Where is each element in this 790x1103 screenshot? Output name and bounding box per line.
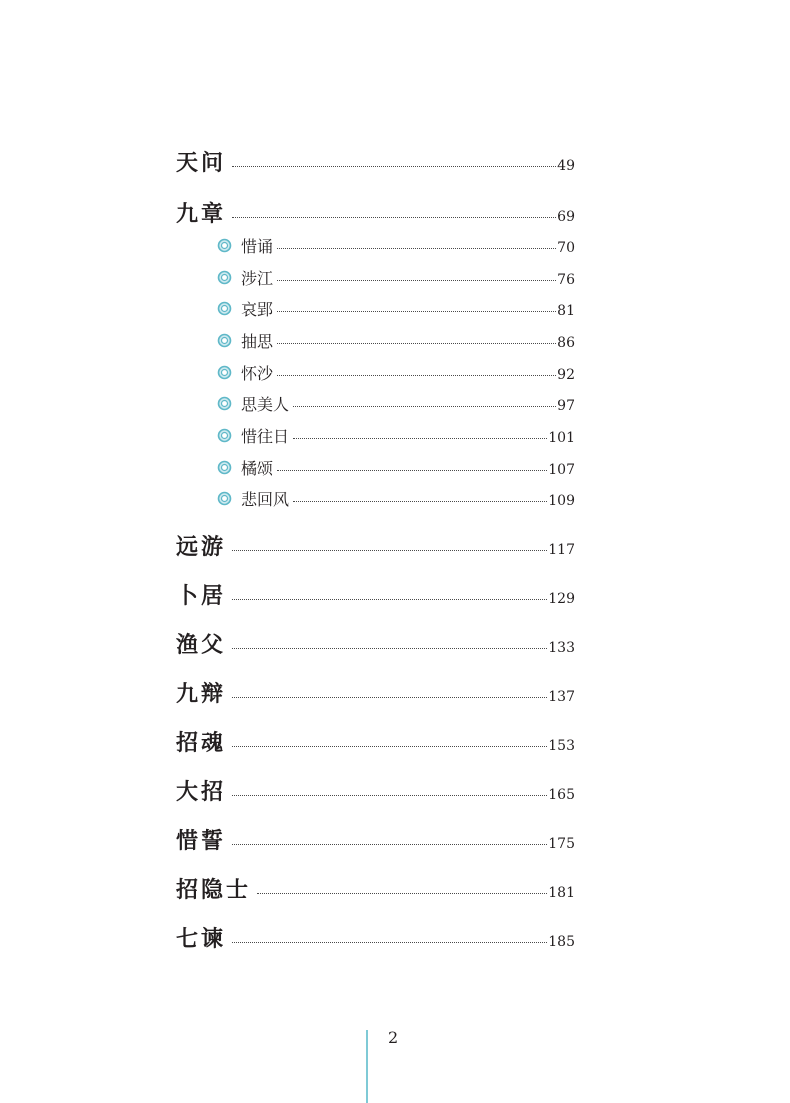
dot-leader <box>232 166 556 167</box>
toc-entry-jiuzhang[interactable] <box>176 197 575 228</box>
toc-entry-page: 175 <box>548 836 575 852</box>
toc-subentry[interactable] <box>217 297 575 320</box>
toc-entry-title: 远游 <box>176 535 227 560</box>
toc-entry-page: 137 <box>548 689 575 705</box>
toc-subentry-page: 109 <box>548 493 575 509</box>
dot-leader <box>232 697 547 698</box>
toc-entry-page: 181 <box>548 885 575 901</box>
toc-subentry-title: 橘颂 <box>241 459 274 478</box>
dot-leader <box>232 795 547 796</box>
toc-subentry-title: 抽思 <box>241 332 274 351</box>
toc-entry-page: 49 <box>557 158 575 174</box>
accent-rule <box>366 1030 368 1103</box>
toc-entry[interactable] <box>176 628 575 659</box>
toc-subentry[interactable] <box>217 487 575 510</box>
toc-entry[interactable] <box>176 677 575 708</box>
toc-entry[interactable] <box>176 530 575 561</box>
ring-bullet-icon <box>217 301 232 316</box>
toc-subentry[interactable] <box>217 266 575 289</box>
dot-leader <box>232 217 556 218</box>
dot-leader <box>293 406 556 407</box>
ring-bullet-icon <box>217 238 232 253</box>
ring-bullet-icon <box>217 270 232 285</box>
toc-entry[interactable] <box>176 726 575 757</box>
toc-subentry[interactable] <box>217 329 575 352</box>
toc-entry[interactable] <box>176 824 575 855</box>
toc-subentry[interactable] <box>217 424 575 447</box>
dot-leader <box>277 280 556 281</box>
toc-subentry-title: 悲回风 <box>241 490 290 509</box>
ring-bullet-icon <box>217 460 232 475</box>
toc-entry-title: 天问 <box>176 151 227 176</box>
toc-entry-title: 渔父 <box>176 633 227 658</box>
toc-subentry-page: 81 <box>557 303 575 319</box>
toc-subentry-page: 76 <box>557 272 575 288</box>
toc-entry[interactable] <box>176 579 575 610</box>
toc-entry[interactable] <box>176 922 575 953</box>
toc-entry[interactable] <box>176 775 575 806</box>
ring-bullet-icon <box>217 428 232 443</box>
ring-bullet-icon <box>217 491 232 506</box>
dot-leader <box>232 746 547 747</box>
toc-entry-page: 117 <box>548 542 575 558</box>
toc-entry-page: 129 <box>548 591 575 607</box>
toc-entry-title: 大招 <box>176 780 227 805</box>
ring-bullet-icon <box>217 396 232 411</box>
dot-leader <box>293 501 547 502</box>
toc-entry-title: 七谏 <box>176 927 227 952</box>
toc-subentry[interactable] <box>217 234 575 257</box>
toc-subentry-title: 思美人 <box>241 395 290 414</box>
toc-subentry-title: 哀郢 <box>241 300 274 319</box>
toc-subentry[interactable] <box>217 456 575 479</box>
dot-leader <box>277 311 556 312</box>
toc-entry-page: 185 <box>548 934 575 950</box>
toc-subentry[interactable] <box>217 361 575 384</box>
toc-subentry-title: 涉江 <box>241 269 274 288</box>
ring-bullet-icon <box>217 365 232 380</box>
toc-entry-page: 153 <box>548 738 575 754</box>
dot-leader <box>232 599 547 600</box>
toc-subentry-title: 惜往日 <box>241 427 290 446</box>
toc-entry-page: 133 <box>548 640 575 656</box>
dot-leader <box>277 343 556 344</box>
toc-entry-title: 卜居 <box>176 584 227 609</box>
dot-leader <box>232 550 547 551</box>
toc-subentry-page: 107 <box>548 462 575 478</box>
dot-leader <box>277 248 556 249</box>
toc-subentry[interactable] <box>217 392 575 415</box>
toc-entry-title: 九章 <box>176 202 227 227</box>
toc-subentry-page: 97 <box>557 398 575 414</box>
dot-leader <box>277 375 556 376</box>
toc-entry-title: 九辩 <box>176 682 227 707</box>
toc-subentry-page: 92 <box>557 367 575 383</box>
toc-entry-title: 招隐士 <box>176 878 252 903</box>
dot-leader <box>293 438 547 439</box>
toc-subentry-title: 怀沙 <box>241 364 274 383</box>
toc-entry-title: 惜誓 <box>176 829 227 854</box>
dot-leader <box>257 893 547 894</box>
page-number: 2 <box>388 1028 399 1047</box>
toc-subentry-title: 惜诵 <box>241 237 274 256</box>
ring-bullet-icon <box>217 333 232 348</box>
toc-entry-page: 69 <box>557 209 575 225</box>
toc-entry[interactable] <box>176 873 575 904</box>
dot-leader <box>232 844 547 845</box>
dot-leader <box>277 470 547 471</box>
dot-leader <box>232 648 547 649</box>
toc-subentry-page: 70 <box>557 240 575 256</box>
dot-leader <box>232 942 547 943</box>
toc-entry-title: 招魂 <box>176 731 227 756</box>
toc-subentry-page: 101 <box>548 430 575 446</box>
toc-subentry-page: 86 <box>557 335 575 351</box>
toc-entry-tianwen[interactable] <box>176 146 575 177</box>
toc-entry-page: 165 <box>548 787 575 803</box>
